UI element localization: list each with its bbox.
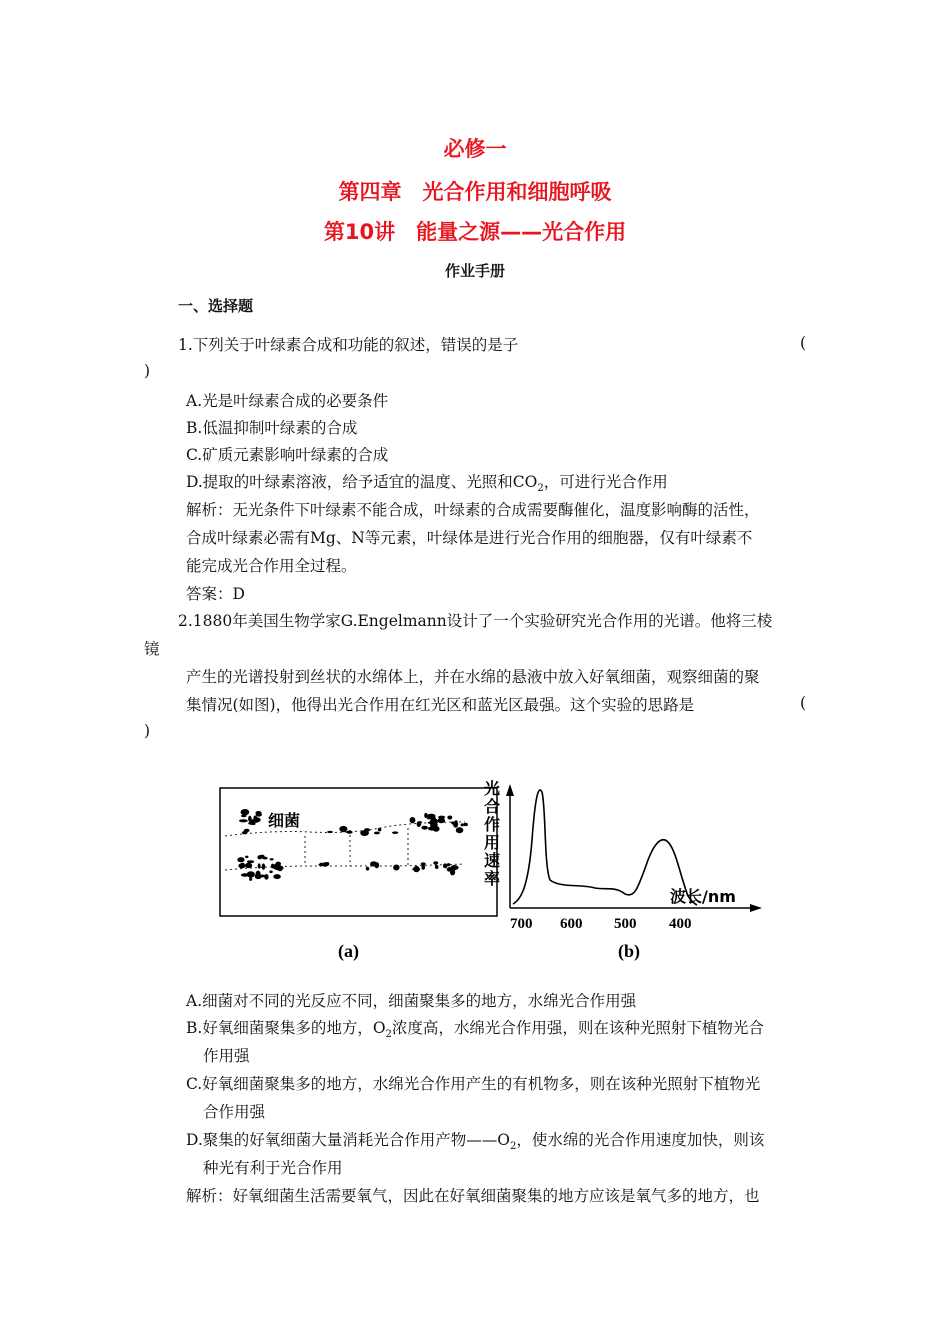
bacterium bbox=[325, 862, 329, 866]
bacterium bbox=[241, 809, 250, 815]
lecture-title: 第10讲 能量之源——光合作用 bbox=[323, 220, 627, 244]
q1-paren-close: ) bbox=[144, 362, 151, 380]
q2-option-a: A.细菌对不同的光反应不同，细菌聚集多的地方，水绵光合作用强 bbox=[186, 992, 637, 1010]
bacterium bbox=[240, 863, 244, 867]
q2-stem-line: 2.1880年美国生物学家G.Engelmann设计了一个实验研究光合作用的光谱。他将三棱 bbox=[178, 612, 773, 630]
bacterium bbox=[370, 861, 377, 866]
q2-analysis: 解析：好氧细菌生活需要氧气，因此在好氧细菌聚集的地方应该是氧气多的地方，也 bbox=[186, 1187, 760, 1205]
bacterium bbox=[421, 826, 428, 830]
bacterium bbox=[244, 829, 250, 832]
bacterium bbox=[256, 812, 262, 816]
y-axis-label-char: 合 bbox=[484, 797, 501, 816]
x-tick: 600 bbox=[560, 916, 583, 932]
bacterium bbox=[239, 819, 248, 822]
bacterium bbox=[262, 863, 266, 869]
x-axis-label: 波长/nm bbox=[670, 887, 736, 906]
y-axis-label bbox=[484, 779, 500, 888]
q2-option-b-cont: 作用强 bbox=[203, 1047, 250, 1065]
q2-option-c-cont: 合作用强 bbox=[203, 1103, 266, 1121]
bacterium bbox=[410, 817, 416, 823]
panel-a-label: (a) bbox=[338, 941, 359, 961]
bacterium bbox=[424, 813, 427, 818]
bacterium bbox=[458, 828, 464, 831]
x-axis-arrow bbox=[750, 904, 762, 912]
x-tick: 700 bbox=[510, 916, 533, 932]
x-tick: 500 bbox=[614, 916, 637, 932]
bacterium bbox=[435, 865, 439, 869]
bacterium bbox=[269, 870, 272, 873]
bacterium bbox=[438, 816, 445, 819]
x-tick: 400 bbox=[669, 916, 692, 932]
q2-option-d-rest: ，使水绵的光合作用速度加快，则该 bbox=[516, 1131, 765, 1149]
bacterium bbox=[447, 863, 451, 866]
bacterium bbox=[241, 815, 247, 818]
q1-option-d bbox=[186, 471, 668, 500]
section-heading: 一、选择题 bbox=[178, 297, 254, 315]
q1-analysis-line: 合成叶绿素必需有Mg、N等元素，叶绿体是进行光合作用的细胞器，仅有叶绿素不 bbox=[186, 529, 753, 547]
panel-b-chart bbox=[484, 779, 762, 932]
bacterium bbox=[247, 860, 254, 863]
bacterium bbox=[248, 821, 255, 825]
bacterium bbox=[241, 873, 249, 876]
y-axis-label-char: 用 bbox=[484, 833, 501, 852]
y-axis-arrow bbox=[506, 784, 514, 796]
q2-option-b bbox=[186, 1017, 764, 1046]
bacterium bbox=[360, 830, 369, 836]
q1-analysis-line: 解析：无光条件下叶绿素不能合成，叶绿素的合成需要酶催化，温度影响酶的活性， bbox=[186, 501, 760, 519]
bacterium bbox=[256, 871, 261, 877]
q1-stem: 1.下列关于叶绿素合成和功能的叙述，错误的是子 bbox=[178, 336, 519, 354]
q1-option-c: C.矿质元素影响叶绿素的合成 bbox=[186, 446, 389, 464]
bacterium bbox=[417, 822, 421, 827]
q2-stem-line: 产生的光谱投射到丝状的水绵体上，并在水绵的悬液中放入好氧细菌，观察细菌的聚 bbox=[186, 668, 760, 686]
q2-option-c: C.好氧细菌聚集多的地方，水绵光合作用产生的有机物多，则在该种光照射下植物光 bbox=[186, 1075, 761, 1093]
q1-answer: 答案：D bbox=[186, 585, 245, 603]
bacterium bbox=[454, 866, 459, 870]
q2-stem-line: 集情况(如图)，他得出光合作用在红光区和蓝光区最强。这个实验的思路是 bbox=[186, 696, 695, 714]
bacterium bbox=[421, 865, 425, 870]
book-title: 必修一 bbox=[443, 137, 507, 161]
bacterium bbox=[339, 826, 347, 832]
bacterium bbox=[447, 867, 453, 872]
bacterium bbox=[374, 832, 380, 835]
y-axis-label-char: 作 bbox=[484, 815, 501, 834]
bacterium bbox=[248, 816, 251, 822]
y-axis-label-char: 光 bbox=[484, 779, 501, 798]
q1-paren-open: ( bbox=[800, 334, 807, 352]
y-axis-label-char: 率 bbox=[484, 869, 501, 888]
q2-paren-open: ( bbox=[800, 694, 807, 712]
experiment-figure bbox=[210, 770, 770, 970]
q2-option-d-text: D.聚集的好氧细菌大量消耗光合作用产物——O bbox=[186, 1131, 511, 1149]
y-axis-label-char: 速 bbox=[484, 851, 501, 870]
chapter-title: 第四章 光合作用和细胞呼吸 bbox=[338, 180, 612, 204]
bacterium bbox=[433, 826, 440, 832]
q2-stem-line: 镜 bbox=[144, 640, 160, 658]
bacterium bbox=[275, 865, 283, 870]
bacterium bbox=[453, 821, 458, 827]
bacterium bbox=[428, 821, 436, 824]
bacterium bbox=[245, 863, 252, 868]
q2-option-d-cont: 种光有利于光合作用 bbox=[203, 1159, 343, 1177]
bacterium bbox=[273, 874, 280, 879]
bacterium bbox=[366, 867, 370, 871]
bacterium bbox=[264, 874, 268, 880]
bacterium bbox=[463, 823, 467, 826]
q1-option-a: A.光是叶绿素合成的必要条件 bbox=[186, 392, 389, 410]
bacteria-label: 细菌 bbox=[268, 811, 301, 830]
bacterium bbox=[258, 863, 261, 868]
bacterium bbox=[253, 817, 261, 822]
bacterium bbox=[262, 857, 267, 860]
panel-a-diagram bbox=[220, 788, 497, 916]
q1-analysis-line: 能完成光合作用全过程。 bbox=[186, 557, 357, 575]
bacterium bbox=[327, 831, 333, 833]
panel-b-label: (b) bbox=[618, 941, 640, 961]
q2-option-b-text: B.好氧细菌聚集多的地方，O bbox=[186, 1019, 386, 1037]
q1-option-b: B.低温抑制叶绿素的合成 bbox=[186, 419, 358, 437]
q2-option-b-rest: 浓度高，水绵光合作用强，则在该种光照射下植物光合 bbox=[391, 1019, 764, 1037]
bacterium bbox=[393, 864, 399, 870]
q2-option-d bbox=[186, 1129, 764, 1158]
bacterium bbox=[413, 866, 420, 872]
bacterium bbox=[257, 855, 262, 859]
bacterium bbox=[245, 856, 248, 858]
bacterium bbox=[346, 831, 352, 834]
bacterium bbox=[378, 828, 382, 832]
q2-paren-close: ) bbox=[144, 722, 151, 740]
q1-option-d-rest: ，可进行光合作用 bbox=[543, 473, 668, 491]
q1-option-d-sub: 2 bbox=[537, 483, 544, 495]
bacterium bbox=[427, 817, 432, 820]
q1-option-d-text: D.提取的叶绿素溶液，给予适宜的温度、光照和CO bbox=[186, 473, 538, 491]
bacterium bbox=[443, 863, 447, 868]
bacterium bbox=[392, 831, 398, 834]
bacterium bbox=[237, 857, 244, 862]
bacterium bbox=[447, 815, 452, 819]
q2-option-b-sub: 2 bbox=[385, 1029, 392, 1041]
bacterium bbox=[249, 877, 252, 881]
q2-option-d-sub: 2 bbox=[510, 1141, 517, 1153]
manual-subtitle: 作业手册 bbox=[444, 262, 505, 280]
bacterium bbox=[270, 858, 274, 860]
bacterium bbox=[433, 861, 438, 864]
